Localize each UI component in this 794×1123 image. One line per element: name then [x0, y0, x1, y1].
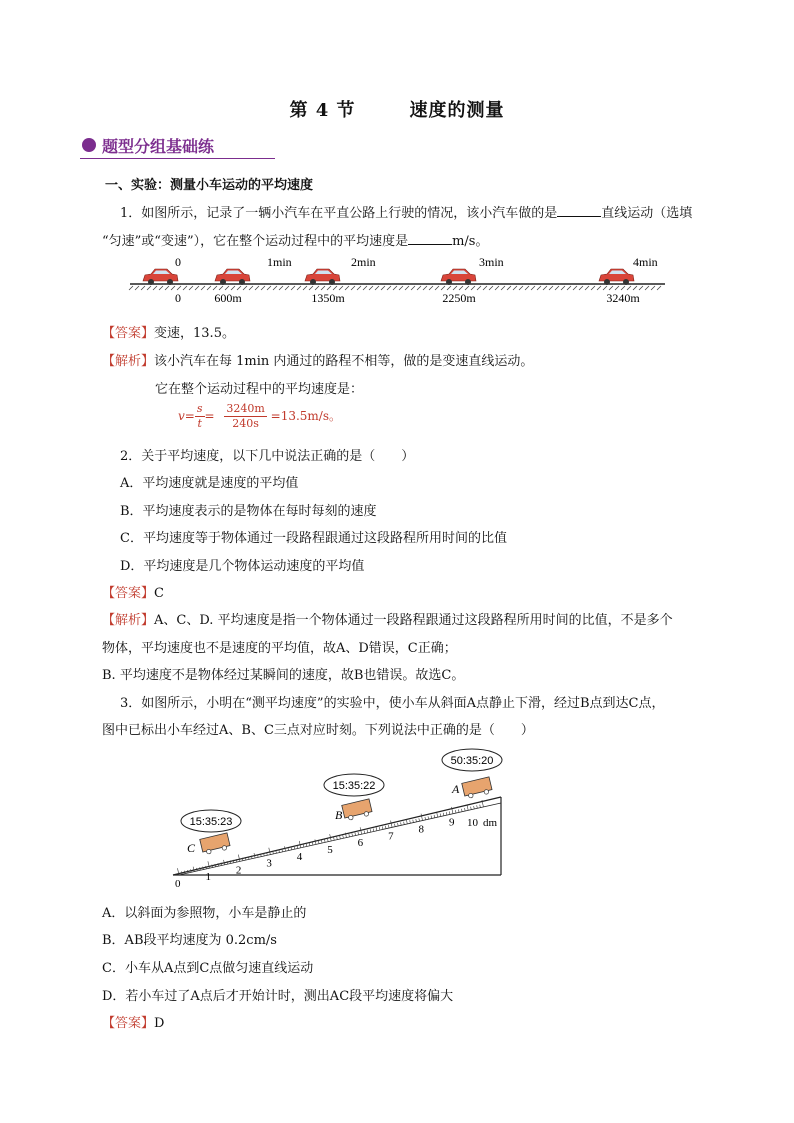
scale-tick — [203, 867, 204, 870]
car-icon — [215, 269, 250, 285]
scale-tick — [410, 820, 411, 823]
scale-tick — [318, 841, 319, 844]
scale-label: 4 — [296, 850, 303, 863]
scale-label: 8 — [418, 823, 425, 836]
q2-analysis-1: 【解析】A、C、D. 平均速度是指一个物体通过一段路程跟通过这段路程所用时间的比值，不是多个 — [102, 613, 673, 628]
scale-tick — [306, 843, 307, 846]
q3-answer: 【答案】D — [102, 1016, 165, 1031]
time-label: 2min — [351, 255, 376, 269]
scale-tick — [385, 826, 386, 829]
scale-tick — [382, 826, 383, 829]
scale-label: 3 — [266, 857, 272, 870]
scale-tick — [315, 839, 316, 844]
scale-label: 0 — [175, 878, 181, 890]
scale-tick — [321, 840, 322, 843]
scale-tick — [340, 836, 341, 839]
q3-line1: 3．如图所示，小明在“测平均速度”的实验中，使小车从斜面A点静止下滑，经过B点到达C点， — [120, 696, 665, 711]
scale-tick — [398, 823, 399, 826]
scale-label: 2 — [235, 864, 242, 877]
scale-tick — [367, 830, 368, 833]
scale-tick — [370, 829, 371, 832]
label-a: A — [452, 782, 460, 796]
cart-a — [462, 777, 493, 799]
q1-answer: 【答案】变速，13.5。 — [102, 326, 235, 341]
scale-tick — [358, 832, 359, 835]
scale-tick — [309, 843, 310, 846]
scale-tick — [193, 867, 194, 872]
scale-tick — [355, 833, 356, 836]
car-icon — [599, 269, 634, 285]
scale-tick — [437, 812, 438, 817]
scale-tick — [443, 813, 444, 816]
scale-tick — [337, 837, 338, 840]
distance-label: 600m — [214, 291, 242, 305]
clock-c-time: 15:35:23 — [189, 816, 233, 828]
q3-option-b: B．AB段平均速度为 0.2cm/s — [102, 933, 277, 948]
q3-option-a: A．以斜面为参照物，小车是静止的 — [102, 906, 307, 921]
scale-tick — [446, 812, 447, 815]
scale-label: 6 — [357, 837, 364, 850]
scale-tick — [465, 808, 466, 811]
section-number: 第 4 节 — [289, 100, 356, 121]
scale-tick — [458, 809, 459, 812]
scale-tick — [379, 827, 380, 830]
distance-label: 1350m — [311, 291, 345, 305]
road-hatch — [129, 286, 661, 290]
cart-c — [200, 833, 231, 855]
scale-tick — [269, 848, 271, 855]
scale-label: 10 — [467, 817, 478, 829]
q1-analysis-2: 它在整个运动过程中的平均速度是： — [155, 382, 364, 397]
scale-tick — [413, 820, 414, 823]
scale-tick — [431, 816, 432, 819]
scale-tick — [238, 855, 240, 862]
q1-line1: 1．如图所示，记录了一辆小汽车在平直公路上行驶的情况，该小汽车做的是 直线运动（选填 — [120, 206, 693, 221]
section-name: 速度的测量 — [409, 100, 505, 121]
q2-option-c: C．平均速度等于物体通过一段路程跟通过这段路程所用时间的比值 — [120, 531, 507, 546]
label-c: C — [187, 841, 196, 855]
scale-label: 5 — [327, 843, 333, 856]
q1-formula: v= $\frac{s}{t}$ = $\frac{3240m}{240s}$ =13.5m/s。 — [178, 402, 342, 430]
q3-option-c: C．小车从A点到C点做匀速直线运动 — [102, 961, 314, 976]
scale-tick — [328, 839, 329, 842]
scale-tick — [440, 814, 441, 817]
scale-tick — [477, 805, 478, 808]
scale-tick — [303, 844, 304, 847]
scale-tick — [191, 869, 192, 872]
scale-tick — [425, 817, 426, 820]
scale-unit: dm — [483, 817, 498, 829]
scale-tick — [206, 866, 207, 869]
clock-b-time: 15:35:22 — [332, 780, 376, 792]
scale-tick — [471, 807, 472, 810]
scale-tick — [416, 819, 417, 822]
scale-label: 7 — [388, 830, 394, 843]
scale-tick — [467, 805, 468, 810]
scale-tick — [419, 818, 420, 821]
scale-label: 9 — [448, 816, 455, 829]
q2-analysis-3: B. 平均速度不是物体经过某瞬间的速度，故B也错误。故选C。 — [102, 668, 465, 683]
scale-tick — [187, 870, 188, 873]
time-label: 3min — [479, 255, 504, 269]
q1-blank-1 — [557, 204, 601, 217]
car-road-figure — [125, 250, 675, 310]
scale-tick — [434, 815, 435, 818]
scale-tick — [184, 871, 185, 874]
scale-tick — [394, 824, 395, 827]
scale-tick — [421, 814, 423, 821]
scale-tick — [181, 871, 182, 874]
scale-tick — [312, 842, 313, 845]
scale-tick — [364, 831, 365, 834]
q2-option-b: B．平均速度表示的是物体在每时每刻的速度 — [120, 504, 377, 519]
group-header-label: 题型分组基础练 — [102, 137, 215, 156]
q2-analysis-2: 物体，平均速度也不是速度的平均值，故A、D错误，C正确； — [102, 641, 457, 656]
scale-tick — [200, 867, 201, 870]
scale-tick — [197, 868, 198, 871]
clock-a-time: 50:35:20 — [450, 755, 494, 767]
time-label: 0 — [175, 255, 181, 269]
q3-option-d: D．若小车过了A点后才开始计时，测出AC段平均速度将偏大 — [102, 989, 454, 1004]
scale-tick — [461, 809, 462, 812]
scale-tick — [401, 822, 402, 825]
cart-b — [342, 799, 373, 821]
time-label: 4min — [633, 255, 658, 269]
car-icon — [143, 269, 178, 285]
scale-tick — [480, 805, 481, 808]
time-label: 1min — [267, 255, 292, 269]
distance-label: 3240m — [606, 291, 640, 305]
q3-line2: 图中已标出小车经过A、B、C三点对应时刻。下列说法中正确的是（ ） — [102, 723, 534, 738]
car-icon — [441, 269, 476, 285]
scale-tick — [474, 806, 475, 809]
q1-blank-2 — [408, 232, 452, 245]
q2-option-d: D．平均速度是几个物体运动速度的平均值 — [120, 559, 365, 574]
scale-tick — [343, 835, 344, 838]
scale-tick — [404, 822, 405, 825]
label-b: B — [335, 808, 343, 822]
q1-analysis-1: 【解析】该小汽车在每 1min 内通过的路程不相等，做的是变速直线运动。 — [102, 354, 534, 369]
q2-option-a: A．平均速度就是速度的平均值 — [120, 476, 299, 491]
scale-tick — [455, 810, 456, 813]
scale-tick — [324, 839, 325, 842]
page-title — [0, 96, 794, 122]
q2-stem: 2．关于平均速度，以下几中说法正确的是（ ） — [120, 449, 415, 464]
distance-label: 2250m — [442, 291, 476, 305]
scale-tick — [334, 837, 335, 840]
scale-tick — [428, 816, 429, 819]
scale-tick — [352, 833, 353, 836]
car-icon — [305, 269, 340, 285]
subheading: 一、实验：测量小车运动的平均速度 — [105, 178, 314, 193]
scale-tick — [449, 811, 450, 814]
scale-tick — [391, 821, 393, 828]
incline-figure — [165, 745, 510, 895]
distance-label: 0 — [175, 291, 181, 305]
scale-tick — [349, 834, 350, 837]
bullet-dot-icon — [82, 138, 96, 152]
scale-tick — [388, 825, 389, 828]
scale-label: 1 — [205, 871, 211, 884]
q1-line2: “匀速”或“变速”），它在整个运动过程中的平均速度是 m/s。 — [102, 234, 489, 249]
scale-tick — [373, 829, 374, 832]
group-header — [80, 134, 275, 159]
q2-answer: 【答案】C — [102, 586, 164, 601]
